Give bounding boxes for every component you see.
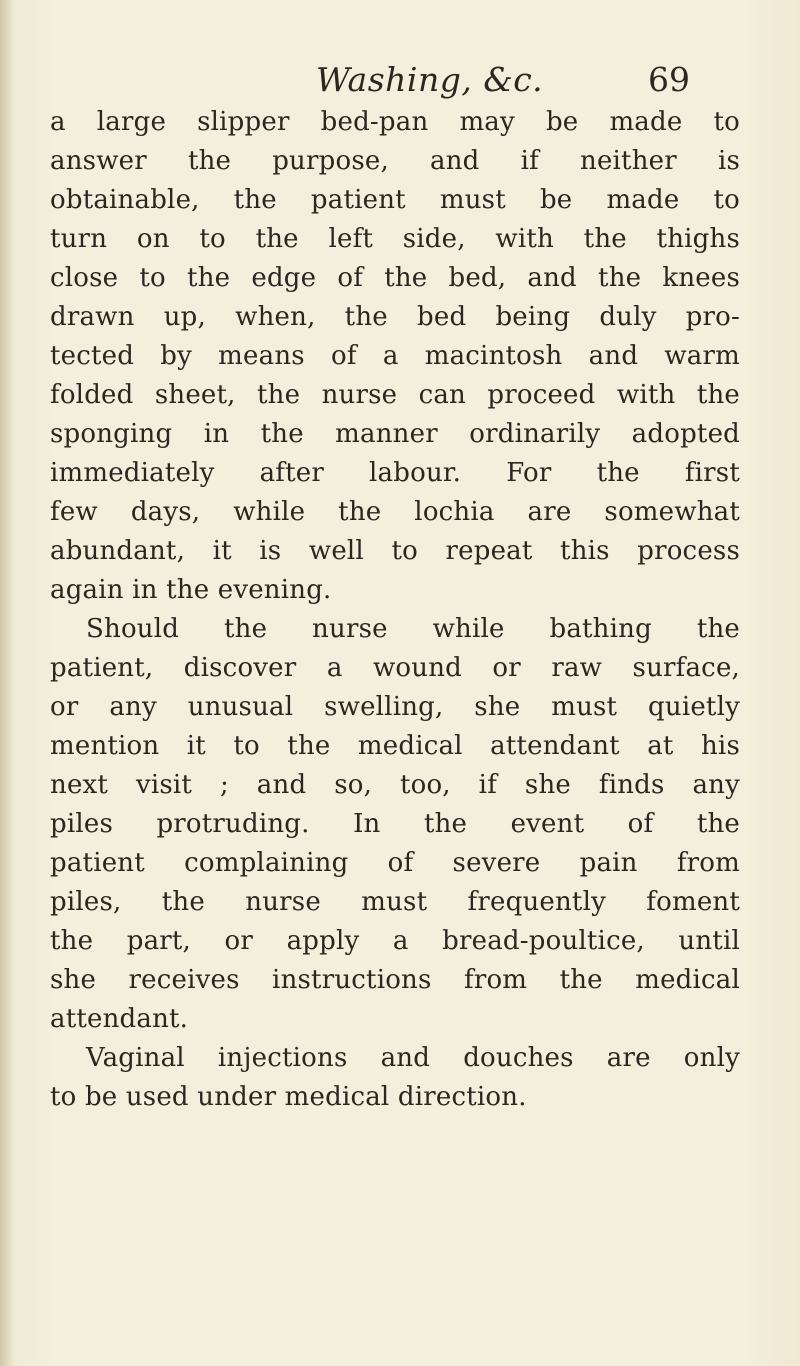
text-line: patient complaining of severe pain from <box>50 848 740 878</box>
text-line: tected by means of a macintosh and warm <box>50 341 740 371</box>
page-gutter-shadow <box>0 0 14 1366</box>
text-line: she receives instructions from the medical <box>50 965 740 995</box>
body-text <box>50 103 740 1117</box>
text-line: the part, or apply a bread-poultice, until <box>50 926 740 956</box>
text-line: close to the edge of the bed, and the knees <box>50 263 740 293</box>
text-line: turn on to the left side, with the thighs <box>50 224 740 254</box>
running-title: Washing, &c. <box>316 60 544 99</box>
text-line: patient, discover a wound or raw surface, <box>50 653 740 683</box>
running-head <box>0 58 800 102</box>
text-line: again in the evening. <box>50 575 332 605</box>
text-line: obtainable, the patient must be made to <box>50 185 740 215</box>
paragraph-2 <box>50 610 740 1039</box>
text-line: Vaginal injections and douches are only <box>86 1043 740 1073</box>
text-line: attendant. <box>50 1004 189 1034</box>
paragraph-3 <box>50 1039 740 1117</box>
text-line: answer the purpose, and if neither is <box>50 146 740 176</box>
text-line: to be used under medical direction. <box>50 1082 527 1112</box>
text-line: piles protruding. In the event of the <box>50 809 740 839</box>
text-line: or any unusual swelling, she must quietly <box>50 692 740 722</box>
text-line: mention it to the medical attendant at his <box>50 731 740 761</box>
paragraph-1 <box>50 103 740 610</box>
page-number: 69 <box>648 60 690 99</box>
text-line: immediately after labour. For the first <box>50 458 740 488</box>
text-line: Should the nurse while bathing the <box>86 614 740 644</box>
text-line: a large slipper bed-pan may be made to <box>50 107 740 137</box>
text-line: sponging in the manner ordinarily adopted <box>50 419 740 449</box>
text-line: piles, the nurse must frequently foment <box>50 887 740 917</box>
text-line: next visit ; and so, too, if she finds any <box>50 770 740 800</box>
text-line: abundant, it is well to repeat this process <box>50 536 740 566</box>
text-line: folded sheet, the nurse can proceed with the <box>50 380 740 410</box>
text-line: few days, while the lochia are somewhat <box>50 497 740 527</box>
text-line: drawn up, when, the bed being duly pro- <box>50 302 740 332</box>
